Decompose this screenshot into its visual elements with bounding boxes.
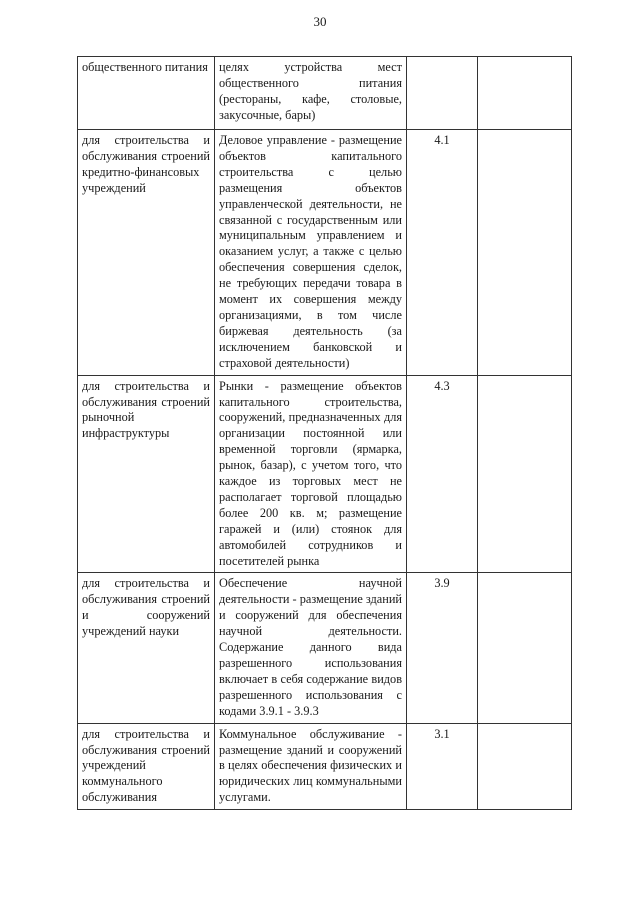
table-row <box>78 723 572 810</box>
land-use-table <box>77 56 572 810</box>
purpose-cell: для строительства и обслуживания строений рыночной инфраструктуры <box>78 375 215 573</box>
code-cell: 3.9 <box>407 573 478 723</box>
purpose-cell: для строительства и обслуживания строений учреждений коммунального обслуживания <box>78 723 215 810</box>
extra-cell <box>478 57 572 130</box>
description-cell: целях устройства мест общественного питания (рестораны, кафе, столовые, закусочные, бары) <box>215 57 407 130</box>
extra-cell <box>478 375 572 573</box>
extra-cell <box>478 723 572 810</box>
purpose-cell: для строительства и обслуживания строений кредитно-финансовых учреждений <box>78 130 215 376</box>
code-cell: 4.1 <box>407 130 478 376</box>
extra-cell <box>478 573 572 723</box>
description-cell: Коммунальное обслуживание - размещение зданий и сооружений в целях обеспечения физических и юридических лиц коммунальными услугами. <box>215 723 407 810</box>
description-cell: Деловое управление - размещение объектов капитального строительства с целью размещения объектов управленческой деятельности, не связанной с государственным или муниципальным управлением и оказанием услуг, а также с целью обеспечения совершения сделок, не требующих передачи товара в момент их совершения между организациями, в том числе биржевая деятельность (за исключением банковской и страховой деятельности) <box>215 130 407 376</box>
table-row <box>78 130 572 376</box>
purpose-cell: общественного питания <box>78 57 215 130</box>
purpose-cell: для строительства и обслуживания строений и сооружений учреждений науки <box>78 573 215 723</box>
code-cell: 3.1 <box>407 723 478 810</box>
code-cell <box>407 57 478 130</box>
extra-cell <box>478 130 572 376</box>
table-row <box>78 57 572 130</box>
description-cell: Рынки - размещение объектов капитального строительства, сооружений, предназначенных для организации постоянной или временной торговли (ярмарка, рынок, базар), с учетом того, что каждое из торговых мест не располагает торговой площадью более 200 кв. м; размещение гаражей и (или) стоянок для автомобилей сотрудников и посетителей рынка <box>215 375 407 573</box>
description-cell: Обеспечение научной деятельности - размещение зданий и сооружений для обеспечения научной деятельности. Содержание данного вида разрешенного использования включает в себя содержание видов разрешенного использования с кодами 3.9.1 - 3.9.3 <box>215 573 407 723</box>
page-number: 30 <box>313 14 327 29</box>
code-cell: 4.3 <box>407 375 478 573</box>
table-row <box>78 573 572 723</box>
table-row <box>78 375 572 573</box>
